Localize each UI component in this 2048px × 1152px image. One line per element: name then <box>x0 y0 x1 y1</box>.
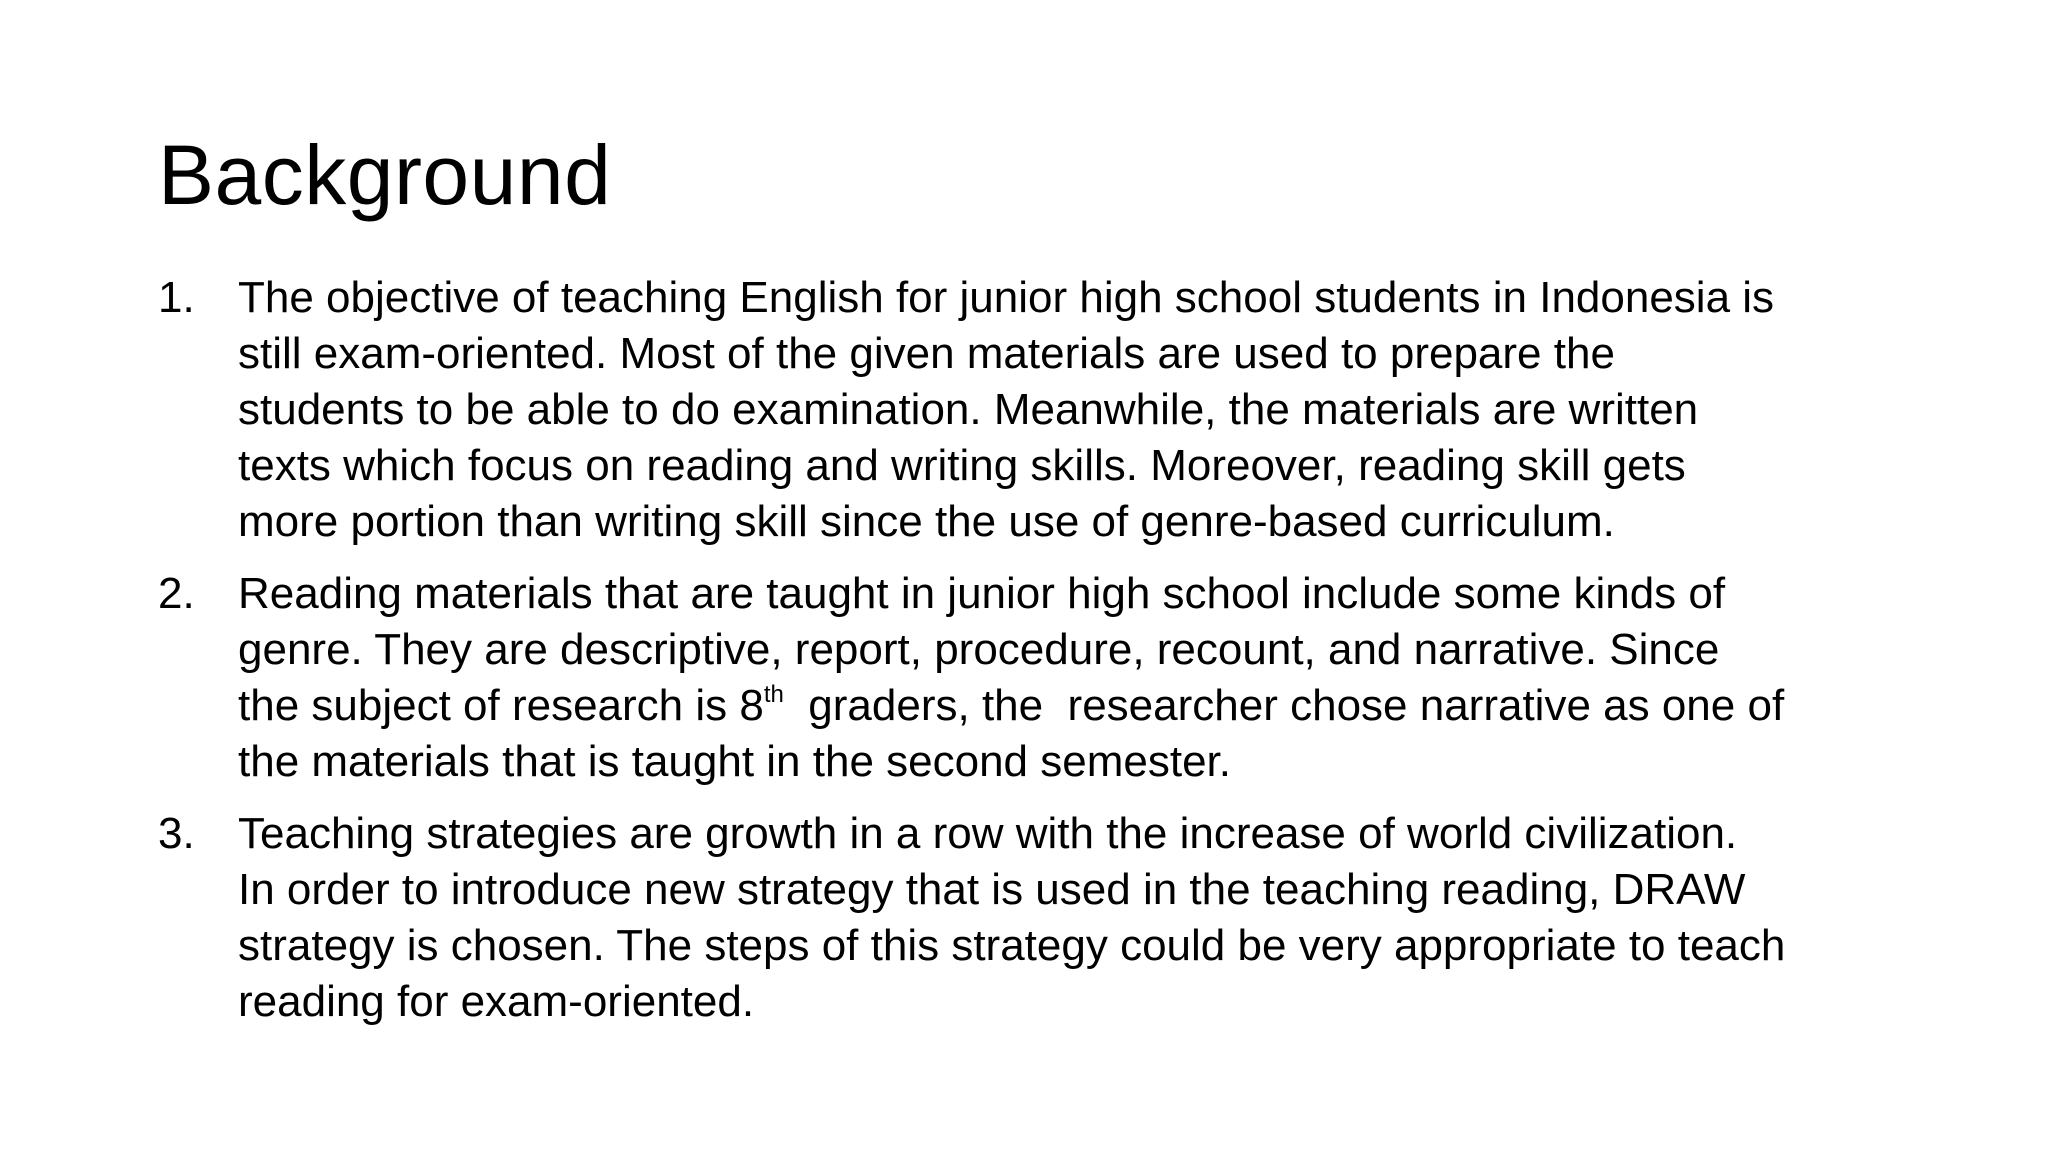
text-line: strategy is chosen. The steps of this strategy could be very appropriate to teach <box>238 921 1786 970</box>
text-line: more portion than writing skill since the use of genre-based curriculum. <box>238 497 1615 546</box>
list-item-1 <box>158 270 1918 550</box>
list-number: 2. <box>158 569 195 618</box>
text-segment: the subject of research is 8 <box>238 681 764 730</box>
text-line: Teaching strategies are growth in a row with the increase of world civilization. <box>238 809 1738 858</box>
slide-title: Background <box>158 128 612 222</box>
ordinal-superscript: th <box>763 681 784 708</box>
text-line: still exam-oriented. Most of the given materials are used to prepare the <box>238 329 1615 378</box>
text-line: the materials that is taught in the second semester. <box>238 737 1231 786</box>
list-item-3 <box>158 806 1918 1030</box>
text-line: students to be able to do examination. Meanwhile, the materials are written <box>238 385 1699 434</box>
list-item-2 <box>158 566 1918 790</box>
list-number: 3. <box>158 809 195 858</box>
text-segment: graders, the researcher chose narrative as one of <box>783 681 1785 730</box>
background-list <box>158 270 1918 1046</box>
text-line: reading for exam-oriented. <box>238 977 755 1026</box>
text-line: The objective of teaching English for junior high school students in Indonesia is <box>238 273 1775 322</box>
text-line: genre. They are descriptive, report, procedure, recount, and narrative. Since <box>238 625 1720 674</box>
list-number: 1. <box>158 273 195 322</box>
text-line-with-superscript <box>238 678 1918 734</box>
text-line: texts which focus on reading and writing skills. Moreover, reading skill gets <box>238 441 1686 490</box>
text-line: Reading materials that are taught in junior high school include some kinds of <box>238 569 1726 618</box>
text-line: In order to introduce new strategy that is used in the teaching reading, DRAW <box>238 865 1746 914</box>
